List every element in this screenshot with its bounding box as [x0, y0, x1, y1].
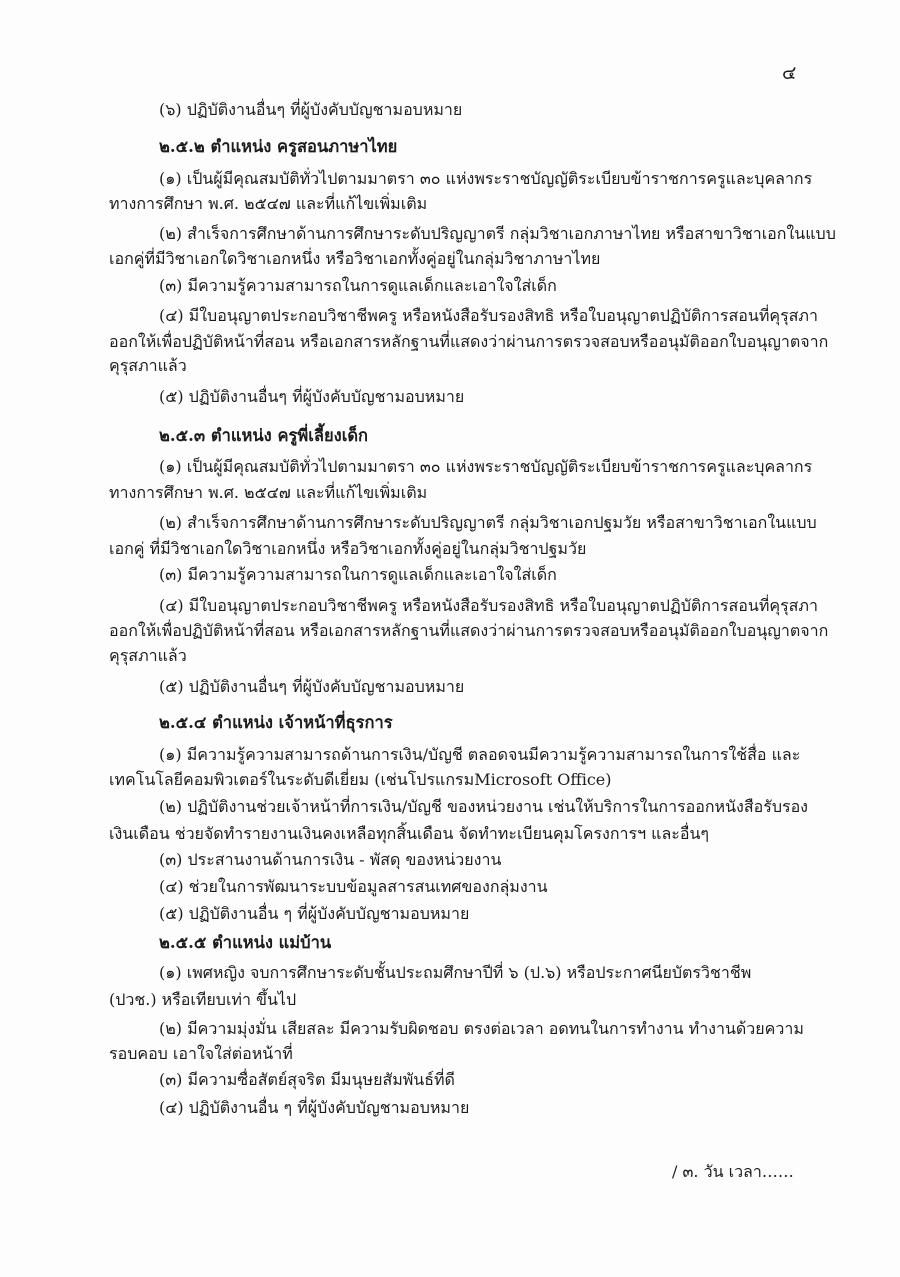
list-item-continuation: เอกคู่ ที่มีวิชาเอกใดวิชาเอกหนึ่ง หรือวิชาเอกทั้งคู่อยู่ในกลุ่มวิชาปฐมวัย [109, 539, 587, 558]
list-item: (๑) เป็นผู้มีคุณสมบัติทั่วไปตามมาตรา ๓๐ แห่งพระราชบัญญัติระเบียบข้าราชการครูและบุคลากร [159, 457, 813, 476]
list-item: (๓) มีความรู้ความสามารถในการดูแลเด็กและเอาใจใส่เด็ก [159, 565, 557, 584]
section-heading: ๒.๕.๔ ตำแหน่ง เจ้าหน้าที่ธุรการ [159, 713, 393, 732]
list-item: (๖) ปฏิบัติงานอื่นๆ ที่ผู้บังคับบัญชามอบหมาย [159, 100, 463, 119]
list-item-continuation: เอกคู่ที่มีวิชาเอกใดวิชาเอกหนึ่ง หรือวิชาเอกทั้งคู่อยู่ในกลุ่มวิชาภาษาไทย [109, 249, 601, 268]
list-item-continuation: คุรุสภาแล้ว [109, 356, 187, 375]
list-item: (๕) ปฏิบัติงานอื่นๆ ที่ผู้บังคับบัญชามอบหมาย [159, 677, 465, 696]
section-heading: ๒.๕.๓ ตำแหน่ง ครูพี่เลี้ยงเด็ก [159, 426, 369, 445]
list-item: (๓) ประสานงานด้านการเงิน - พัสดุ ของหน่วยงาน [159, 850, 502, 869]
list-item: (๒) มีความมุ่งมั่น เสียสละ มีความรับผิดชอบ ตรงต่อเวลา อดทนในการทำงาน ทำงานด้วยความ [159, 1019, 804, 1038]
list-item-continuation: คุรุสภาแล้ว [109, 646, 187, 665]
list-item-continuation: ทางการศึกษา พ.ศ. ๒๕๔๗ และที่แก้ไขเพิ่มเติม [109, 483, 428, 502]
section-heading: ๒.๕.๒ ตำแหน่ง ครูสอนภาษาไทย [159, 137, 398, 156]
list-item-continuation: เงินเดือน ช่วยจัดทำรายงานเงินคงเหลือทุกสิ้นเดือน จัดทำทะเบียนคุมโครงการฯ และอื่นๆ [109, 824, 710, 843]
list-item: (๓) มีความรู้ความสามารถในการดูแลเด็กและเอาใจใส่เด็ก [159, 276, 557, 295]
continuation-footer: / ๓. วัน เวลา…… [672, 1162, 794, 1181]
list-item-continuation: ออกให้เพื่อปฏิบัติหน้าที่สอน หรือเอกสารหลักฐานที่แสดงว่าผ่านการตรวจสอบหรืออนุมัติออกใบอนุญาตจาก [109, 621, 829, 640]
list-item: (๕) ปฏิบัติงานอื่น ๆ ที่ผู้บังคับบัญชามอบหมาย [159, 904, 470, 923]
list-item-continuation: เทคโนโลยีคอมพิวเตอร์ในระดับดีเยี่ยม (เช่นโปรแกรมMicrosoft Office) [109, 770, 612, 789]
list-item-continuation: ทางการศึกษา พ.ศ. ๒๕๔๗ และที่แก้ไขเพิ่มเติม [109, 194, 428, 213]
list-item: (๓) มีความซื่อสัตย์สุจริต มีมนุษยสัมพันธ์ที่ดี [159, 1070, 455, 1089]
list-item: (๔) ช่วยในการพัฒนาระบบข้อมูลสารสนเทศของกลุ่มงาน [159, 877, 548, 896]
list-item: (๑) เป็นผู้มีคุณสมบัติทั่วไปตามมาตรา ๓๐ แห่งพระราชบัญญัติระเบียบข้าราชการครูและบุคลากร [159, 169, 813, 188]
list-item: (๔) มีใบอนุญาตประกอบวิชาชีพครู หรือหนังสือรับรองสิทธิ หรือใบอนุญาตปฏิบัติการสอนที่คุรุสภา [159, 306, 818, 325]
page-number: ๔ [782, 62, 797, 84]
list-item: (๔) มีใบอนุญาตประกอบวิชาชีพครู หรือหนังสือรับรองสิทธิ หรือใบอนุญาตปฏิบัติการสอนที่คุรุสภา [159, 596, 818, 615]
section-heading: ๒.๕.๕ ตำแหน่ง แม่บ้าน [159, 933, 332, 952]
list-item: (๑) มีความรู้ความสามารถด้านการเงิน/บัญชี ตลอดจนมีความรู้ความสามารถในการใช้สื่อ และ [159, 745, 801, 764]
list-item: (๔) ปฏิบัติงานอื่น ๆ ที่ผู้บังคับบัญชามอบหมาย [159, 1098, 470, 1117]
list-item: (๕) ปฏิบัติงานอื่นๆ ที่ผู้บังคับบัญชามอบหมาย [159, 387, 465, 406]
list-item: (๒) ปฏิบัติงานช่วยเจ้าหน้าที่การเงิน/บัญชี ของหน่วยงาน เช่นให้บริการในการออกหนังสือรับรอง [159, 797, 808, 816]
list-item: (๒) สำเร็จการศึกษาด้านการศึกษาระดับปริญญาตรี กลุ่มวิชาเอกปฐมวัย หรือสาขาวิชาเอกในแบบ [159, 513, 817, 532]
list-item: (๒) สำเร็จการศึกษาด้านการศึกษาระดับปริญญาตรี กลุ่มวิชาเอกภาษาไทย หรือสาขาวิชาเอกในแบบ [159, 224, 836, 243]
list-item: (๑) เพศหญิง จบการศึกษาระดับชั้นประถมศึกษาปีที่ ๖ (ป.๖) หรือประกาศนียบัตรวิชาชีพ [159, 963, 752, 982]
list-item-continuation: ออกให้เพื่อปฏิบัติหน้าที่สอน หรือเอกสารหลักฐานที่แสดงว่าผ่านการตรวจสอบหรืออนุมัติออกใบอนุญาตจาก [109, 332, 829, 351]
list-item-continuation: (ปวช.) หรือเทียบเท่า ขึ้นไป [109, 990, 297, 1009]
list-item-continuation: รอบคอบ เอาใจใส่ต่อหน้าที่ [109, 1044, 293, 1063]
